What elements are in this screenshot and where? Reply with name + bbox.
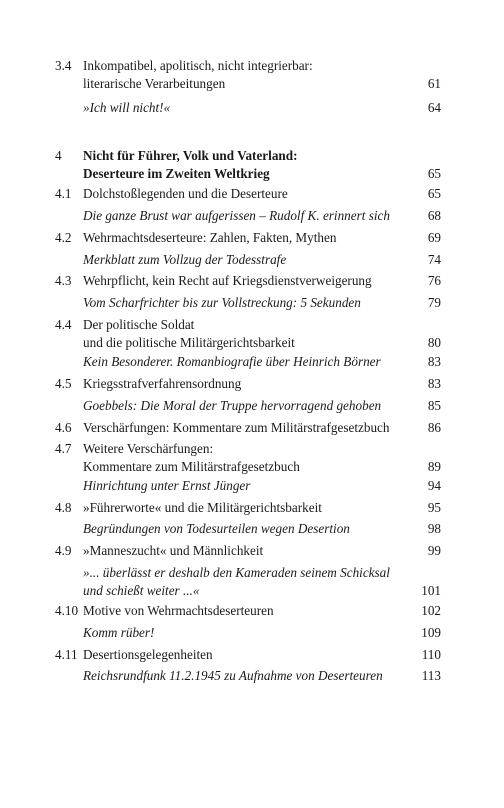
toc-entry-page: 113 bbox=[421, 668, 441, 683]
toc-entry-page: 89 bbox=[427, 459, 441, 474]
toc-entry bbox=[0, 521, 504, 542]
toc-entry-title: Wehrpflicht, kein Recht auf Kriegsdienstverweigerung bbox=[83, 273, 372, 288]
toc-entry-page: 83 bbox=[427, 354, 441, 369]
toc-entry bbox=[0, 500, 504, 521]
toc-entry-title: Goebbels: Die Moral der Truppe hervorragend gehoben bbox=[83, 398, 382, 413]
toc-entry bbox=[0, 148, 504, 181]
toc-entry-title: »Manneszucht« und Männlichkeit bbox=[83, 543, 264, 558]
toc-entry-title: »Ich will nicht!« bbox=[83, 100, 171, 115]
toc-entry-title: und schießt weiter ...« bbox=[83, 583, 200, 598]
toc-entry-number: 4.5 bbox=[55, 376, 72, 391]
toc-entry-title: Weitere Verschärfungen: bbox=[83, 441, 214, 456]
toc-entry bbox=[0, 208, 504, 229]
toc-entry-title: Hinrichtung unter Ernst Jünger bbox=[83, 478, 251, 493]
toc-entry-title: Vom Scharfrichter bis zur Vollstreckung: 5 Sekunden bbox=[83, 295, 361, 310]
toc-entry bbox=[0, 441, 504, 474]
toc-entry bbox=[0, 603, 504, 624]
toc-entry-number: 4.8 bbox=[55, 500, 72, 515]
toc-entry-title: Kein Besonderer. Romanbiografie über Heinrich Börner bbox=[83, 354, 381, 369]
toc-entry-number: 4.3 bbox=[55, 273, 72, 288]
toc-entry bbox=[0, 668, 504, 689]
toc-entry-number: 4.2 bbox=[55, 230, 72, 245]
toc-entry bbox=[0, 565, 504, 598]
toc-entry-title: Begründungen von Todesurteilen wegen Desertion bbox=[83, 521, 350, 536]
toc-entry bbox=[0, 376, 504, 397]
toc-entry-page: 80 bbox=[427, 335, 441, 350]
toc-entry-page: 65 bbox=[427, 166, 441, 181]
toc-entry-number: 4.1 bbox=[55, 186, 72, 201]
toc-entry-number: 4.4 bbox=[55, 317, 72, 332]
toc-entry-page: 79 bbox=[427, 295, 441, 310]
toc-entry-title: Dolchstoßlegenden und die Deserteure bbox=[83, 186, 288, 201]
toc-entry bbox=[0, 295, 504, 316]
toc-entry bbox=[0, 186, 504, 207]
toc-entry-page: 61 bbox=[427, 76, 441, 91]
toc-entry-title: Motive von Wehrmachtsdeserteuren bbox=[83, 603, 274, 618]
toc-entry-page: 99 bbox=[427, 543, 441, 558]
toc-entry bbox=[0, 58, 504, 91]
toc-entry bbox=[0, 230, 504, 251]
toc-entry-title: Komm rüber! bbox=[83, 625, 155, 640]
toc-entry bbox=[0, 252, 504, 273]
toc-entry-page: 65 bbox=[427, 186, 441, 201]
toc-entry-number: 3.4 bbox=[55, 58, 72, 73]
toc-entry-title: Die ganze Brust war aufgerissen – Rudolf K. erinnert sich bbox=[83, 208, 390, 223]
toc-entry bbox=[0, 478, 504, 499]
toc-entry-page: 85 bbox=[427, 398, 441, 413]
toc-entry-number: 4.9 bbox=[55, 543, 72, 558]
toc-entry bbox=[0, 543, 504, 564]
toc-entry-number: 4.10 bbox=[55, 603, 79, 618]
toc-entry-number: 4 bbox=[55, 148, 62, 163]
toc-entry-page: 83 bbox=[427, 376, 441, 391]
toc-entry-page: 95 bbox=[427, 500, 441, 515]
toc-entry-title: »... überlässt er deshalb den Kameraden seinem Schicksal bbox=[83, 565, 390, 580]
toc-entry bbox=[0, 420, 504, 441]
toc-entry-title: Inkompatibel, apolitisch, nicht integrierbar: bbox=[83, 58, 313, 73]
toc-entry-page: 74 bbox=[427, 252, 441, 267]
toc-entry-page: 76 bbox=[427, 273, 441, 288]
toc-entry-title: Nicht für Führer, Volk und Vaterland: bbox=[83, 148, 298, 163]
toc-entry-page: 109 bbox=[421, 625, 441, 640]
toc-entry-page: 101 bbox=[421, 583, 441, 598]
toc-entry bbox=[0, 273, 504, 294]
toc-entry-page: 98 bbox=[427, 521, 441, 536]
toc-entry-page: 64 bbox=[427, 100, 441, 115]
toc-entry bbox=[0, 398, 504, 419]
toc-entry-title: Wehrmachtsdeserteure: Zahlen, Fakten, Mythen bbox=[83, 230, 337, 245]
toc-entry-page: 102 bbox=[421, 603, 441, 618]
toc-entry-page: 94 bbox=[427, 478, 441, 493]
toc-entry bbox=[0, 354, 504, 375]
toc-entry-title: »Führerworte« und die Militärgerichtsbarkeit bbox=[83, 500, 322, 515]
toc-entry-title: Verschärfungen: Kommentare zum Militärstrafgesetzbuch bbox=[83, 420, 390, 435]
toc-entry-title: und die politische Militärgerichtsbarkeit bbox=[83, 335, 295, 350]
toc-entry-title: literarische Verarbeitungen bbox=[83, 76, 226, 91]
toc-entry-title: Desertionsgelegenheiten bbox=[83, 647, 213, 662]
toc-entry-title: Merkblatt zum Vollzug der Todesstrafe bbox=[83, 252, 287, 267]
toc-entry-page: 68 bbox=[427, 208, 441, 223]
toc-entry bbox=[0, 647, 504, 668]
toc-entry-number: 4.11 bbox=[55, 647, 78, 662]
toc-entry bbox=[0, 625, 504, 646]
toc-entry-title: Der politische Soldat bbox=[83, 317, 195, 332]
toc-entry bbox=[0, 317, 504, 350]
toc-entry-page: 110 bbox=[421, 647, 441, 662]
toc-entry bbox=[0, 100, 504, 121]
toc-entry-number: 4.6 bbox=[55, 420, 72, 435]
toc-entry-title: Kriegsstrafverfahrensordnung bbox=[83, 376, 242, 391]
toc-entry-page: 86 bbox=[427, 420, 441, 435]
toc-entry-title: Kommentare zum Militärstrafgesetzbuch bbox=[83, 459, 300, 474]
toc-entry-number: 4.7 bbox=[55, 441, 72, 456]
toc-entry-page: 69 bbox=[427, 230, 441, 245]
toc-entry-title: Reichsrundfunk 11.2.1945 zu Aufnahme von Deserteuren bbox=[83, 668, 383, 683]
toc-entry-title: Deserteure im Zweiten Weltkrieg bbox=[83, 166, 270, 181]
